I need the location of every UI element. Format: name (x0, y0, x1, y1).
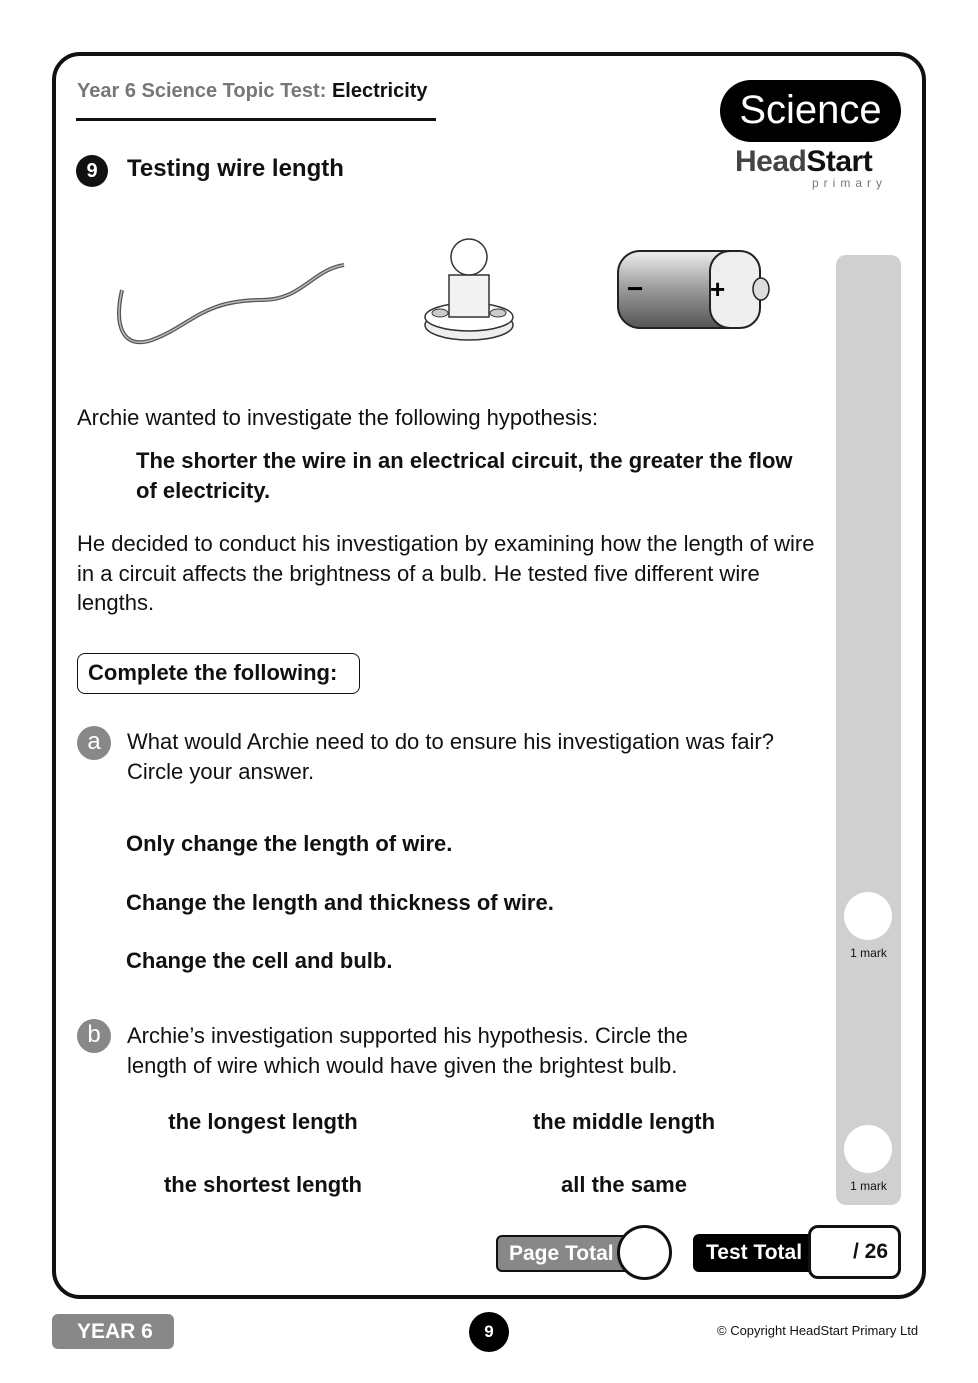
answer-option[interactable]: the shortest length (163, 1172, 362, 1197)
answer-option[interactable]: Change the length and thickness of wire. (126, 890, 554, 915)
answer-option[interactable]: Change the cell and bulb. (126, 948, 393, 973)
answer-option[interactable]: all the same (561, 1172, 687, 1197)
answer-option[interactable]: the longest length (168, 1109, 358, 1134)
description-text: He decided to conduct his investigation by examining how the length of wire in a circuit affects the brightness of a bulb. He tested five different wire lengths. (77, 531, 815, 615)
page-total-label: Page Total (496, 1235, 636, 1272)
svg-text:−: − (627, 273, 644, 304)
science-logo: Science (720, 80, 901, 142)
svg-text:+: + (710, 274, 726, 304)
question-title: Testing wire length (127, 155, 344, 182)
mark-box-b[interactable] (844, 1125, 892, 1173)
question-number: 9 (76, 155, 108, 187)
mark-box-a[interactable] (844, 892, 892, 940)
year-badge: YEAR 6 (52, 1314, 174, 1349)
intro-text: Archie wanted to investigate the following hypothesis: (77, 405, 598, 430)
part-b-question: Archie’s investigation supported his hypothesis. Circle the length of wire which would have given the brightest bulb. (127, 1023, 688, 1078)
wire-icon (112, 255, 352, 350)
copyright: © Copyright HeadStart Primary Ltd (717, 1323, 919, 1338)
test-title: Year 6 Science Topic Test: Electricity (77, 80, 428, 102)
bulb-holder-icon (420, 235, 520, 345)
marking-margin (836, 255, 901, 1205)
answer-option[interactable]: Only change the length of wire. (126, 831, 453, 856)
primary-logo-text: primary (812, 176, 888, 190)
answer-option[interactable]: the middle length (532, 1109, 716, 1134)
header-divider (76, 118, 436, 121)
part-a-label: a (77, 726, 111, 760)
hypothesis-text: The shorter the wire in an electrical circuit, the greater the flow of electricity. (136, 448, 793, 503)
instruction-box: Complete the following: (77, 653, 360, 694)
part-a-question: What would Archie need to do to ensure his investigation was fair? Circle your answer. (127, 729, 774, 784)
test-total-box[interactable]: / 26 (808, 1225, 901, 1279)
test-total-label: Test Total (693, 1234, 823, 1272)
page-number: 9 (469, 1312, 509, 1352)
page-total-box[interactable] (617, 1225, 672, 1280)
mark-label-a: 1 mark (850, 946, 887, 960)
mark-label-b: 1 mark (850, 1179, 887, 1193)
battery-cell-icon (615, 248, 775, 332)
headstart-logo: HeadStart (735, 145, 873, 178)
part-b-label: b (77, 1019, 111, 1053)
